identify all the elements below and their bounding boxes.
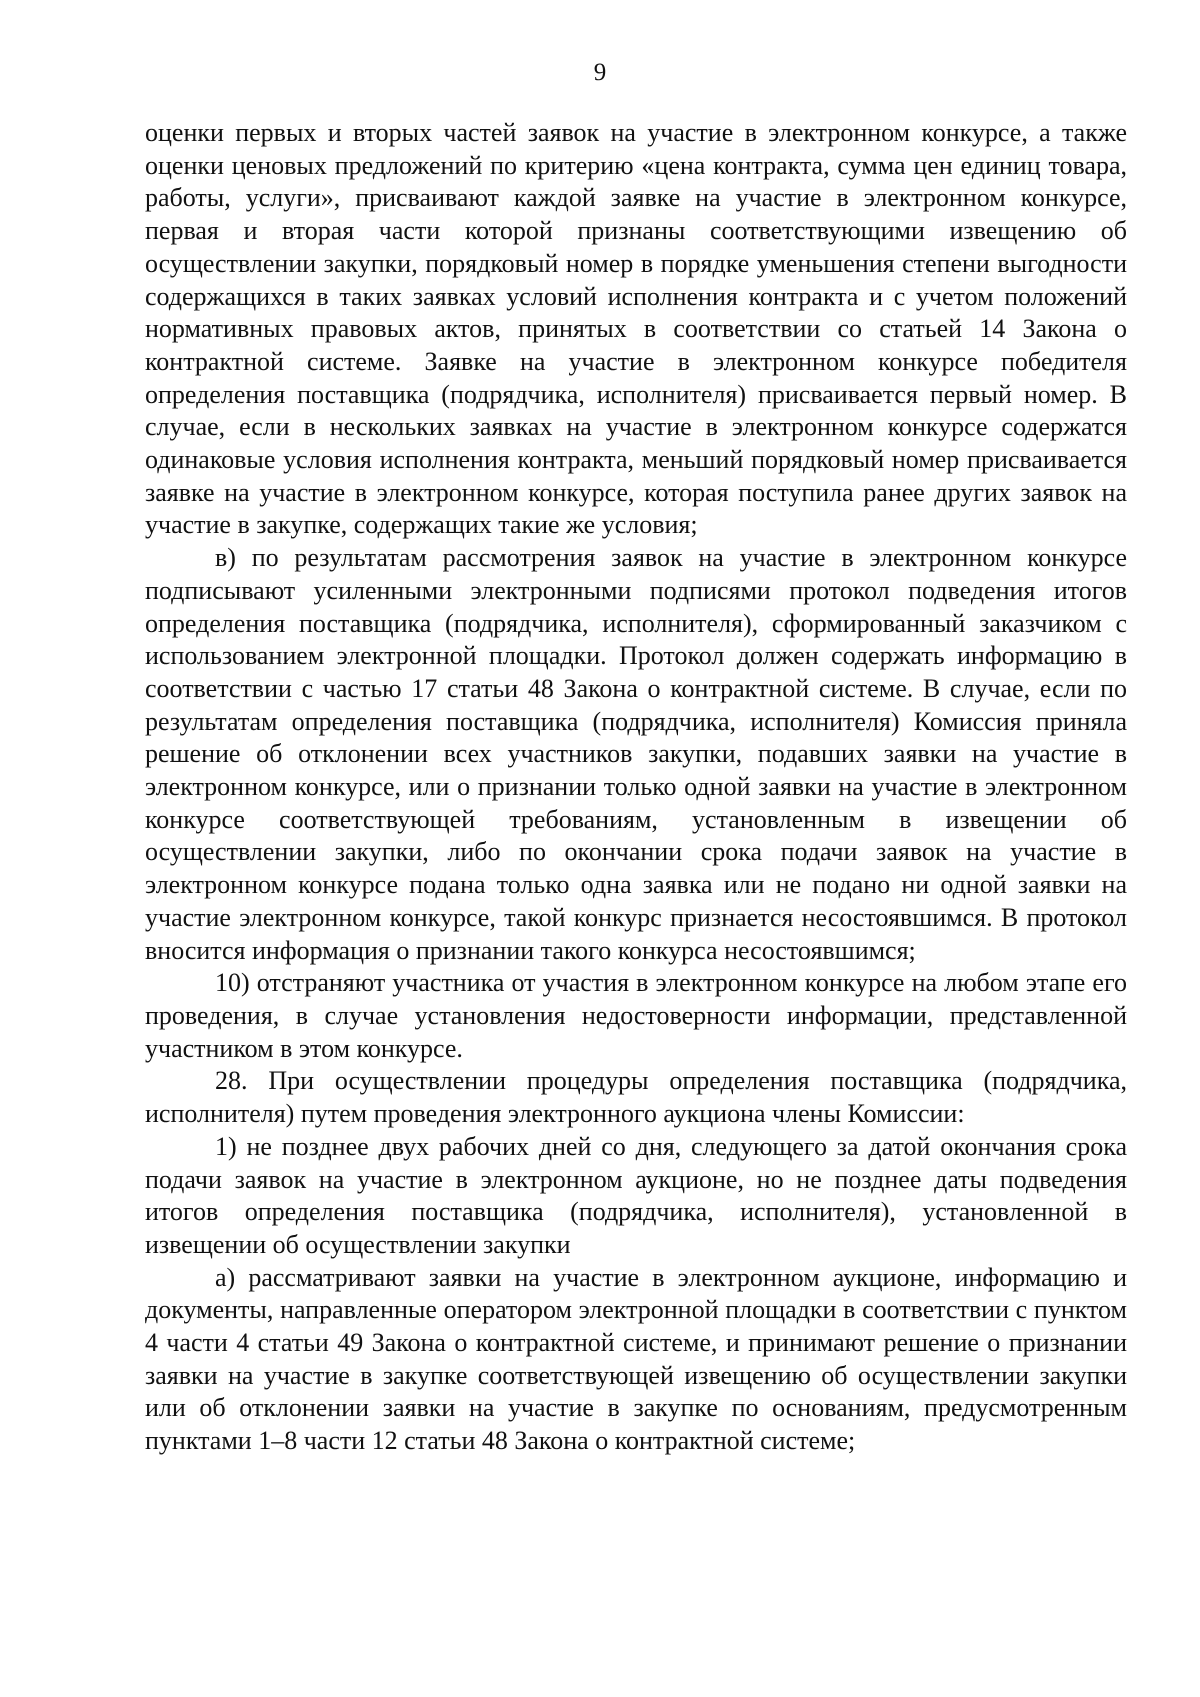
paragraph-subitem-v: в) по результатам рассмотрения заявок на участие в электронном конкурсе подписывают усиленными электронными подписями протокол подведения итогов определения поставщика (подрядчика, исполнителя), сформированный заказчиком с использованием электронной площадки. Протокол должен содержать информацию в соответствии с частью 17 статьи 48 Закона о контрактной системе. В случае, если по результатам определения поставщика (подрядчика, исполнителя) Комиссия приняла решение об отклонении всех участников закупки, подавших заявки на участие в электронном конкурсе, или о признании только одной заявки на участие в электронном конкурсе соответствующей требованиям, установленным в извещении об осуществлении закупки, либо по окончании срока подачи заявок на участие в электронном конкурсе подана только одна заявка или не подано ни одной заявки на участие электронном конкурсе, такой конкурс признается несостоявшимся. В протокол вносится информация о признании такого конкурса несостоявшимся; bbox=[145, 543, 1127, 965]
document-body bbox=[145, 117, 1127, 1458]
paragraph-clause-28: 28. При осуществлении процедуры определения поставщика (подрядчика, исполнителя) путем проведения электронного аукциона члены Комиссии: bbox=[145, 1066, 1127, 1129]
paragraph-subitem-a: а) рассматривают заявки на участие в электронном аукционе, информацию и документы, направленные оператором электронной площадки в соответствии с пунктом 4 части 4 статьи 49 Закона о контрактной системе, и принимают решение о признании заявки на участие в закупке соответствующей извещению об осуществлении закупки или об отклонении заявки на участие в закупке по основаниям, предусмотренным пунктами 1–8 части 12 статьи 48 Закона о контрактной системе; bbox=[145, 1262, 1127, 1456]
paragraph-item-10: 10) отстраняют участника от участия в электронном конкурсе на любом этапе его проведения, в случае установления недостоверности информации, представленной участником в этом конкурсе. bbox=[145, 968, 1127, 1063]
paragraph-item-1: 1) не позднее двух рабочих дней со дня, следующего за датой окончания срока подачи заявок на участие в электронном аукционе, но не позднее даты подведения итогов определения поставщика (подрядчика, исполнителя), установленной в извещении об осуществлении закупки bbox=[145, 1131, 1127, 1259]
paragraph-continuation: оценки первых и вторых частей заявок на участие в электронном конкурсе, а также оценки ценовых предложений по критерию «цена контракта, сумма цен единиц товара, работы, услуги», присваивают каждой заявке на участие в электронном конкурсе, первая и вторая части которой признаны соответствующими извещению об осуществлении закупки, порядковый номер в порядке уменьшения степени выгодности содержащихся в таких заявках условий исполнения контракта и с учетом положений нормативных правовых актов, принятых в соответствии со статьей 14 Закона о контрактной системе. Заявке на участие в электронном конкурсе победителя определения поставщика (подрядчика, исполнителя) присваивается первый номер. В случае, если в нескольких заявках на участие в электронном конкурсе содержатся одинаковые условия исполнения контракта, меньший порядковый номер присваивается заявке на участие в электронном конкурсе, которая поступила ранее других заявок на участие в закупке, содержащих такие же условия; bbox=[145, 118, 1127, 540]
page-number: 9 bbox=[593, 59, 607, 86]
